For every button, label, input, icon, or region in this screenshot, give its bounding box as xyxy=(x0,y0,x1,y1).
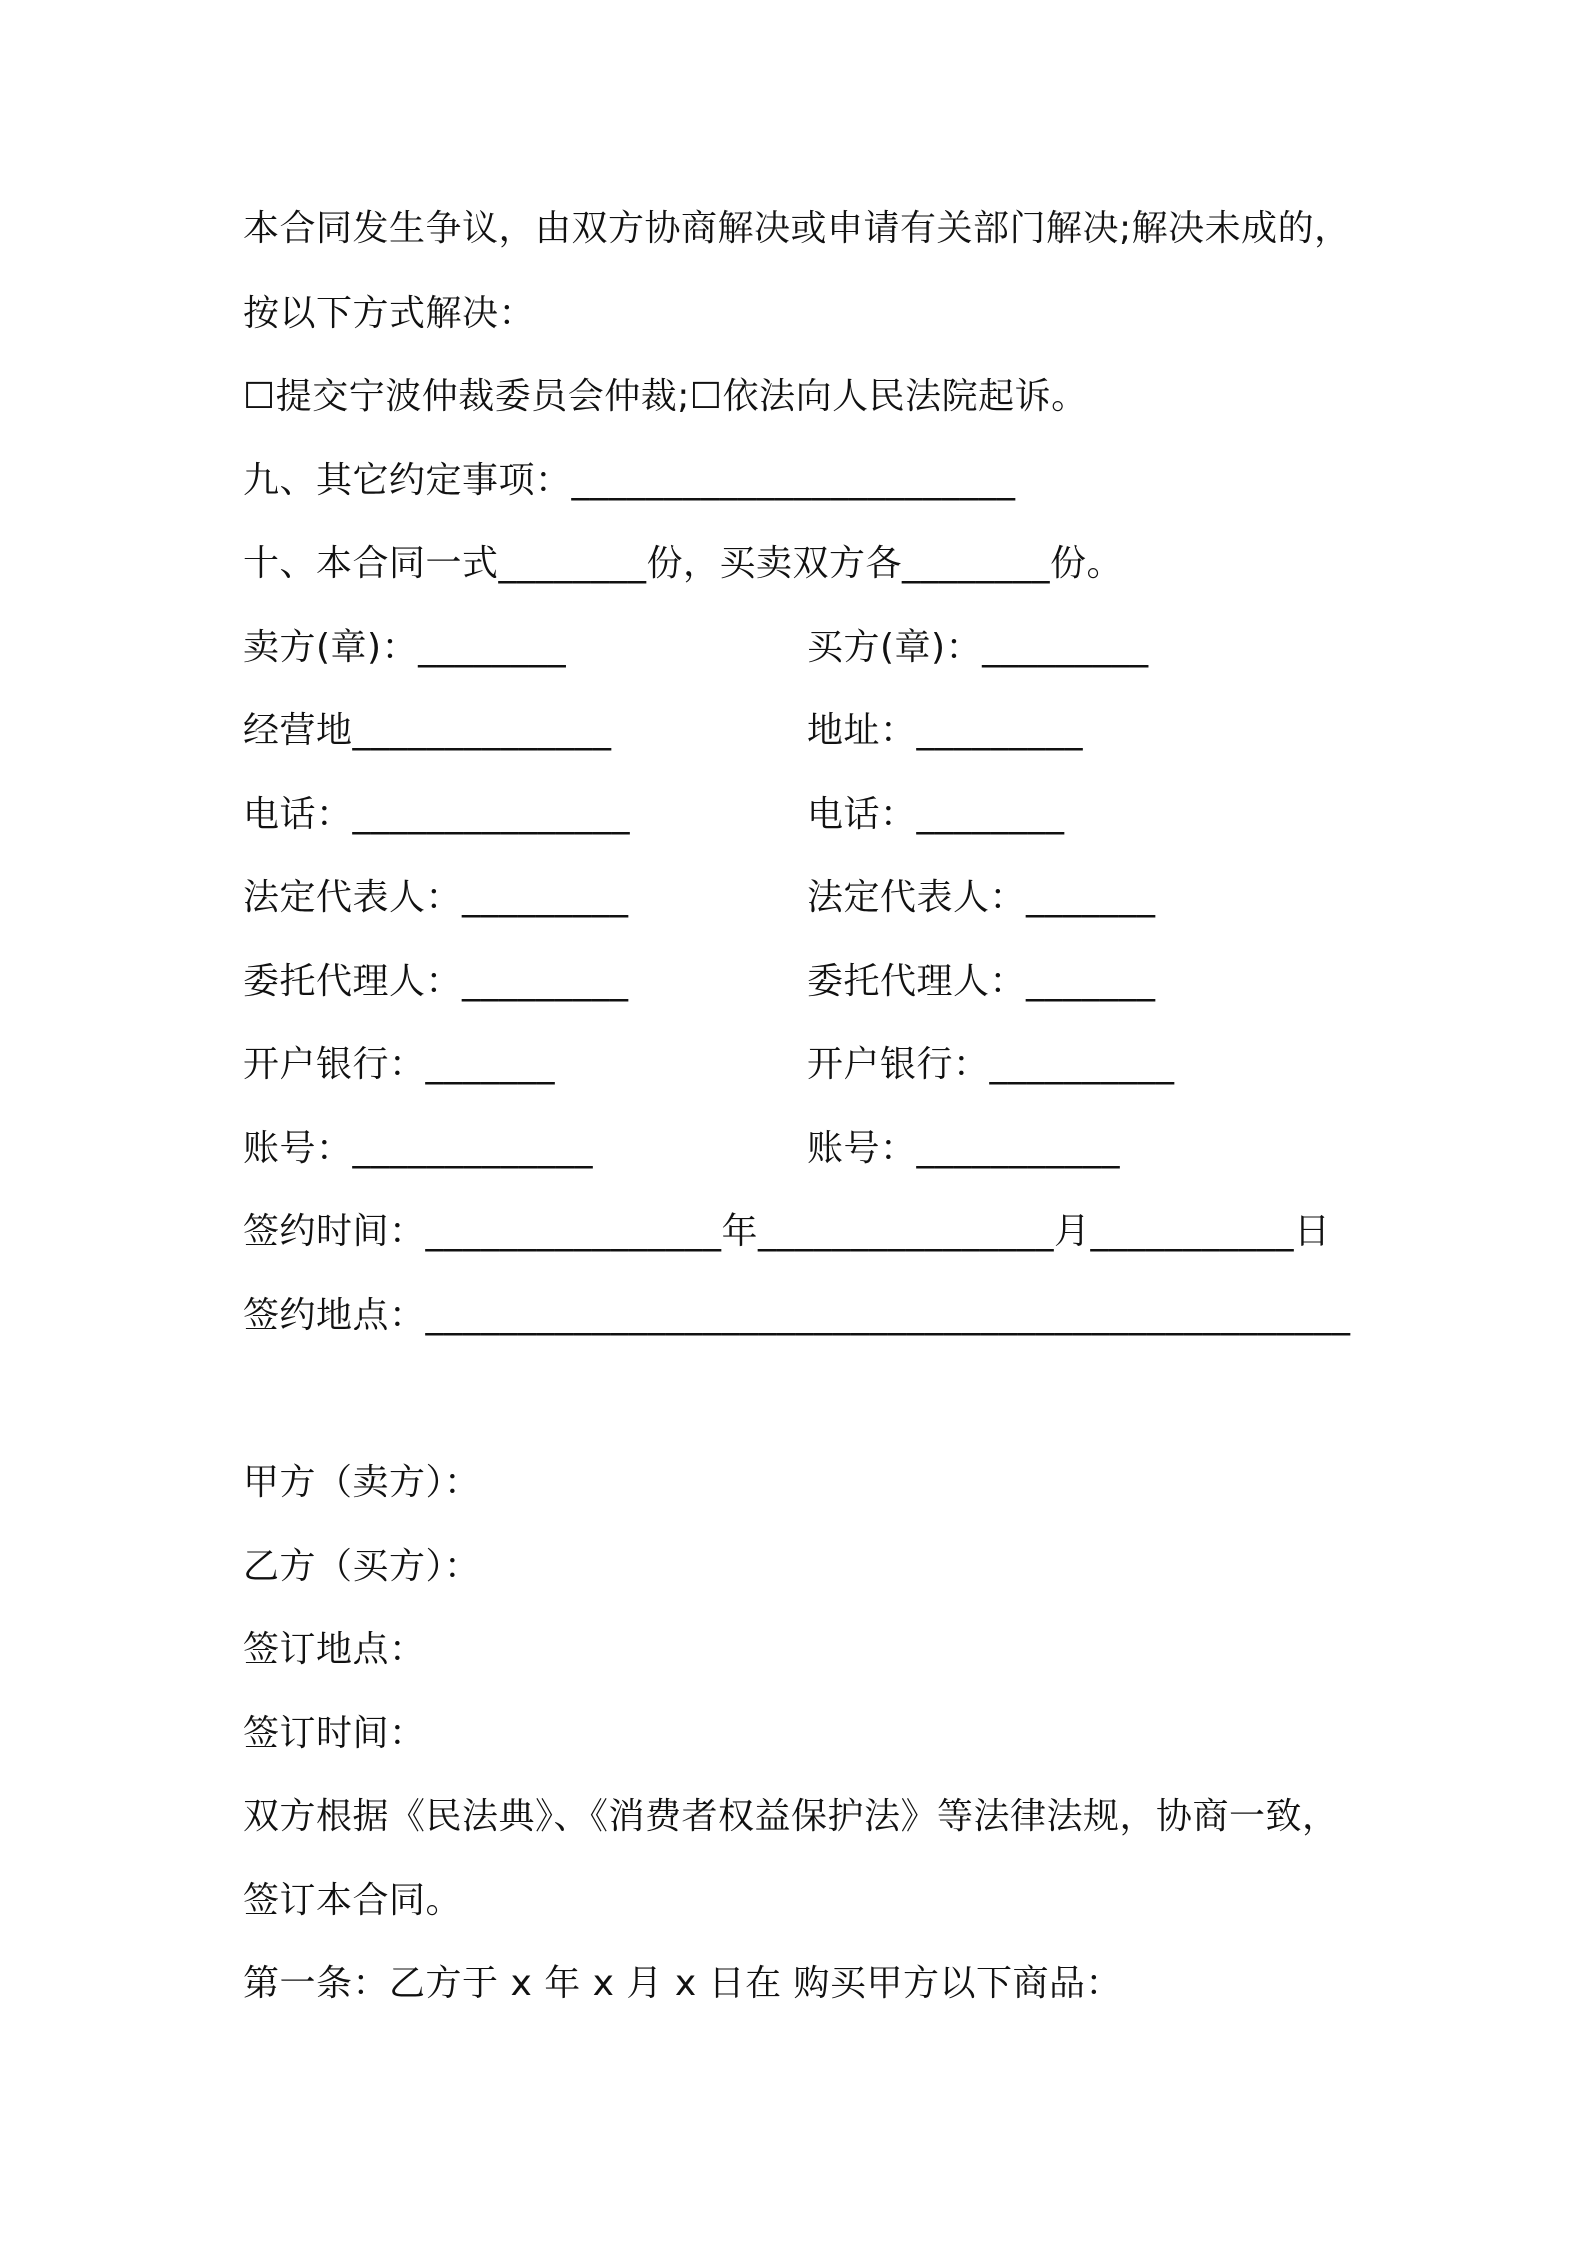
seller-seal-field: 卖方(章)：________ xyxy=(243,627,567,668)
signing-place-field: 签约地点：__________________________________________________ xyxy=(243,1295,1351,1336)
copies-line: 十、本合同一式________份，买卖双方各________份。 xyxy=(243,543,1124,584)
legal-basis-line-1: 双方根据《民法典》、《消费者权益保护法》等法律法规，协商一致， xyxy=(243,1796,1339,1837)
seller-agent-field: 委托代理人：_________ xyxy=(243,961,629,1002)
signing-location-line: 签订地点： xyxy=(243,1629,426,1670)
buyer-bank-field: 开户银行：__________ xyxy=(807,1044,1175,1085)
buyer-legal-representative-field: 法定代表人：_______ xyxy=(807,877,1156,918)
seller-legal-representative-field: 法定代表人：_________ xyxy=(243,877,629,918)
dispute-options-line: ☐提交宁波仲裁委员会仲裁;☐依法向人民法院起诉。 xyxy=(243,376,1088,417)
signing-time-field: 签约时间：________________年________________月___________日 xyxy=(243,1211,1331,1252)
buyer-seal-field: 买方(章)：_________ xyxy=(807,627,1149,668)
seller-bank-field: 开户银行：_______ xyxy=(243,1044,556,1085)
buyer-account-field: 账号：___________ xyxy=(807,1128,1121,1169)
seller-account-field: 账号：_____________ xyxy=(243,1128,594,1169)
dispute-text-line-1: 本合同发生争议，由双方协商解决或申请有关部门解决;解决未成的， xyxy=(243,208,1351,249)
buyer-address-field: 地址：_________ xyxy=(807,710,1084,751)
seller-phone-field: 电话：_______________ xyxy=(243,794,631,835)
buyer-agent-field: 委托代理人：_______ xyxy=(807,961,1156,1002)
other-terms-line: 九、其它约定事项：________________________ xyxy=(243,460,1016,501)
party-b-line: 乙方（买方）： xyxy=(243,1546,481,1587)
article-one-line: 第一条：乙方于 x 年 x 月 x 日在 购买甲方以下商品： xyxy=(243,1963,1123,2004)
seller-business-place-field: 经营地______________ xyxy=(243,710,612,751)
party-a-line: 甲方（卖方）： xyxy=(243,1462,481,1503)
legal-basis-line-2: 签订本合同。 xyxy=(243,1880,463,1921)
buyer-phone-field: 电话：________ xyxy=(807,794,1065,835)
dispute-text-line-2: 按以下方式解决： xyxy=(243,293,536,334)
signing-date-line: 签订时间： xyxy=(243,1713,426,1754)
